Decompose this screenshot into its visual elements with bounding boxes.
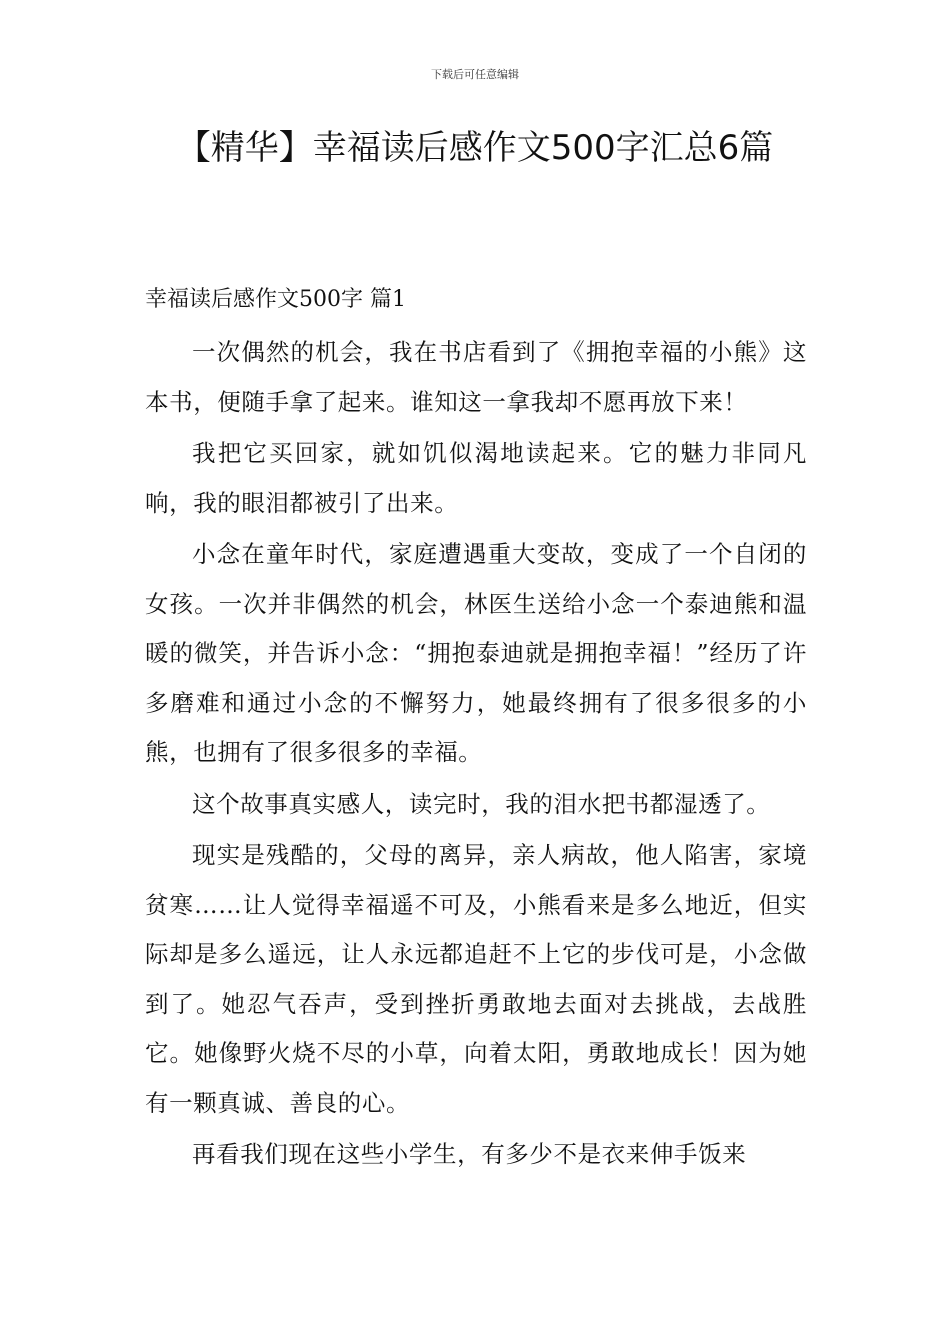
page-header-note: 下载后可任意编辑	[431, 68, 519, 81]
article-body	[145, 328, 807, 1182]
paragraph: 小念在童年时代，家庭遭遇重大变故，变成了一个自闭的女孩。一次并非偶然的机会，林医生送给小念一个泰迪熊和温暖的微笑，并告诉小念：“拥抱泰迪就是拥抱幸福！”经历了许多磨难和通过小念的不懈努力，她最终拥有了很多很多的小熊，也拥有了很多很多的幸福。	[145, 540, 807, 766]
paragraph: 一次偶然的机会，我在书店看到了《拥抱幸福的小熊》这本书，便随手拿了起来。谁知这一拿我却不愿再放下来！	[145, 338, 807, 416]
document-title: 【精华】幸福读后感作文500字汇总6篇	[176, 128, 774, 168]
paragraph: 现实是残酷的，父母的离异，亲人病故，他人陷害，家境贫寒……让人觉得幸福遥不可及，小熊看来是多么地近，但实际却是多么遥远，让人永远都追赶不上它的步伐可是，小念做到了。她忍气吞声，受到挫折勇敢地去面对去挑战，去战胜它。她像野火烧不尽的小草，向着太阳，勇敢地成长！因为她有一颗真诚、善良的心。	[145, 841, 807, 1117]
paragraph: 我把它买回家，就如饥似渴地读起来。它的魅力非同凡响，我的眼泪都被引了出来。	[145, 439, 807, 517]
paragraph: 再看我们现在这些小学生，有多少不是衣来伸手饭来	[192, 1140, 747, 1168]
section-heading: 幸福读后感作文500字 篇1	[145, 287, 406, 312]
paragraph: 这个故事真实感人，读完时，我的泪水把书都湿透了。	[192, 789, 771, 818]
